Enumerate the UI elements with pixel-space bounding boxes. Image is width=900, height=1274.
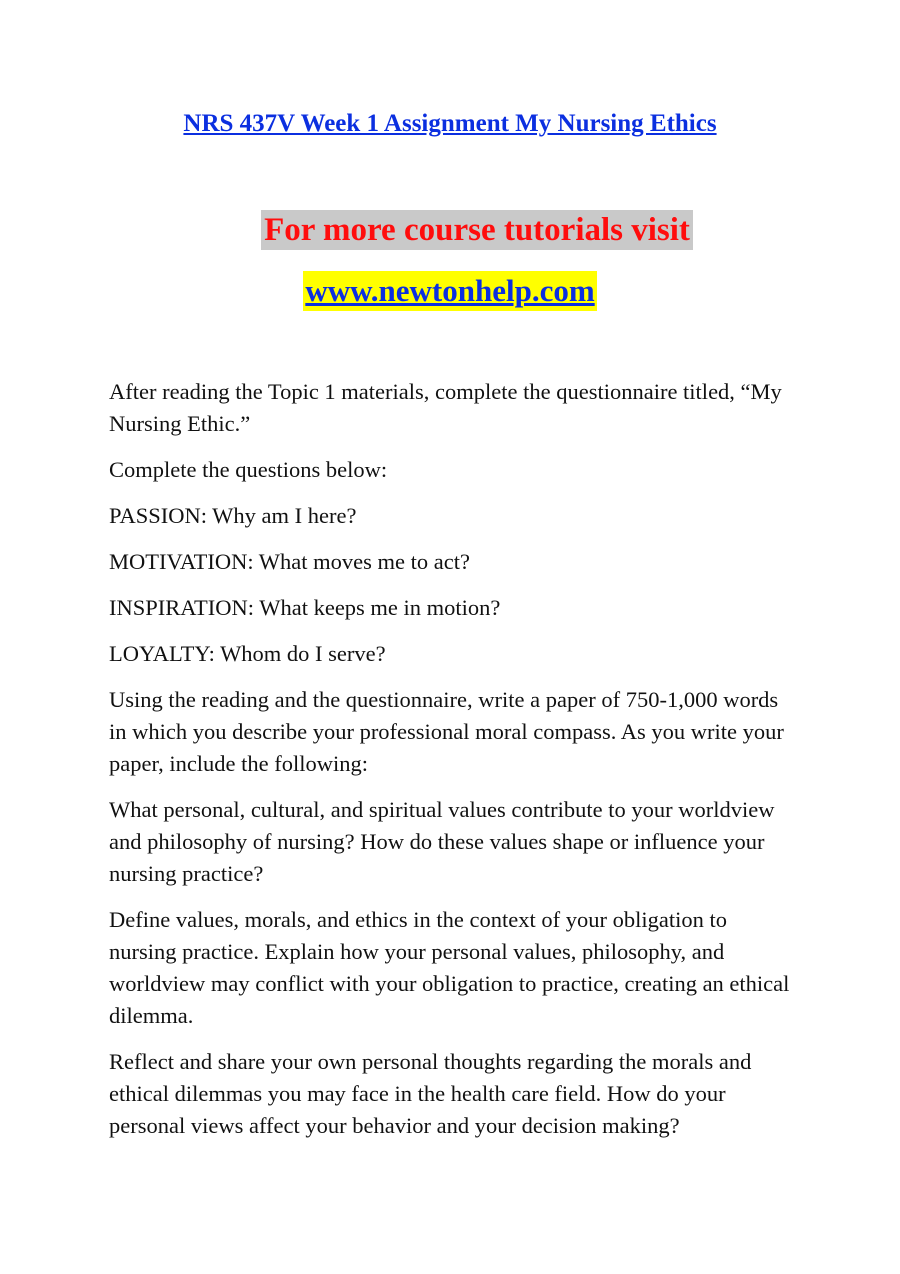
body-text (109, 376, 799, 1156)
website-link[interactable]: www.newtonhelp.com (303, 271, 596, 311)
assignment-title-link[interactable]: NRS 437V Week 1 Assignment My Nursing Ethics (183, 110, 717, 137)
url-line (0, 271, 900, 317)
paragraph-instruction: Complete the questions below: (109, 457, 388, 482)
paragraph-intro: After reading the Topic 1 materials, complete the questionnaire titled, “My Nursing Ethic.” (109, 379, 782, 436)
paragraph-paper-task: Using the reading and the questionnaire, write a paper of 750-1,000 words in which you describe your professional moral compass. As you write your paper, include the following: (109, 687, 784, 776)
question-motivation: MOTIVATION: What moves me to act? (109, 549, 470, 574)
promo-line (0, 210, 900, 256)
promo-text: For more course tutorials visit (261, 210, 693, 250)
paragraph-values: What personal, cultural, and spiritual values contribute to your worldview and philosophy of nursing? How do these values shape or influence your nursing practice? (109, 797, 775, 886)
paragraph-define: Define values, morals, and ethics in the context of your obligation to nursing practice. Explain how your personal values, philosophy, and worldview may conflict with your obligation to practice, creating an ethical dilemma. (109, 907, 790, 1028)
question-passion: PASSION: Why am I here? (109, 503, 357, 528)
question-loyalty: LOYALTY: Whom do I serve? (109, 641, 386, 666)
question-inspiration: INSPIRATION: What keeps me in motion? (109, 595, 501, 620)
paragraph-reflect: Reflect and share your own personal thoughts regarding the morals and ethical dilemmas you may face in the health care field. How do your personal views affect your behavior and your decision making? (109, 1049, 752, 1138)
